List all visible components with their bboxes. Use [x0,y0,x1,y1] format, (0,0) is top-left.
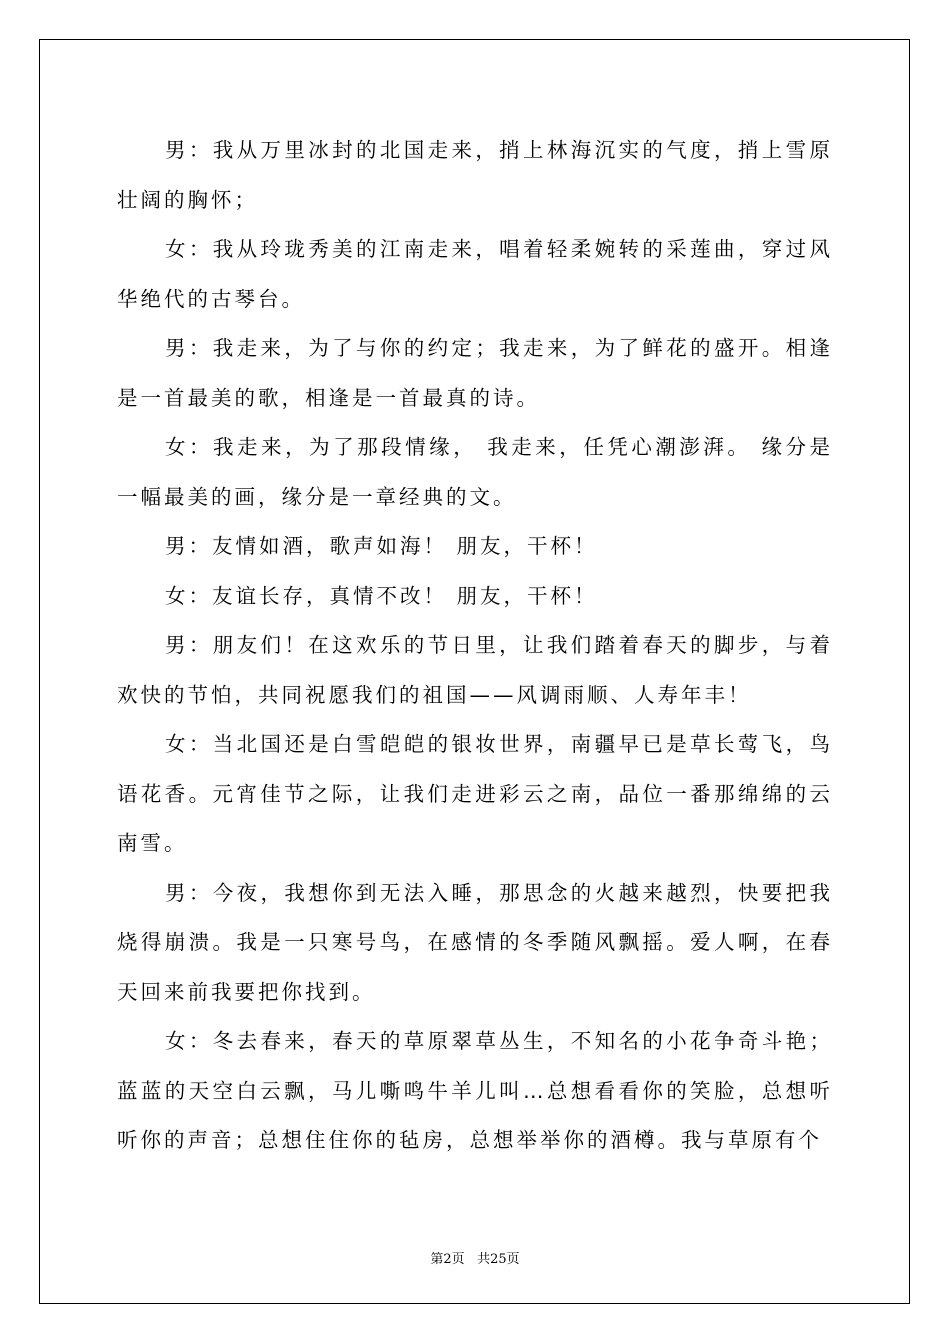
paragraph: 男：我从万里冰封的北国走来，捎上林海沉实的气度，捎上雪原壮阔的胸怀； [117,138,833,212]
paragraph: 男：今夜，我想你到无法入睡，那思念的火越来越烈，快要把我烧得崩溃。我是一只寒号鸟，在感情的冬季随风飘摇。爱人啊，在春天回来前我要把你找到。 [117,880,833,1004]
paragraph: 女：我从玲珑秀美的江南走来，唱着轻柔婉转的采莲曲，穿过风华绝代的古琴台。 [117,237,833,311]
page-footer [0,1248,950,1267]
paragraph: 男：我走来，为了与你的约定；我走来，为了鲜花的盛开。相逢是一首最美的歌，相逢是一首最真的诗。 [117,336,833,410]
paragraph: 女：我走来，为了那段情缘， 我走来，任凭心潮澎湃。 缘分是一幅最美的画，缘分是一章经典的文。 [117,435,833,509]
page-number-total: 共25页 [477,1252,520,1267]
document-body [117,126,833,1166]
paragraph: 男：朋友们！在这欢乐的节日里，让我们踏着春天的脚步，与着欢快的节怕，共同祝愿我们的祖国——风调雨顺、人寿年丰！ [117,633,833,707]
paragraph: 男：友情如酒，歌声如海！ 朋友，干杯！ [165,534,598,558]
paragraph: 女：当北国还是白雪皑皑的银妆世界，南疆早已是草长莺飞，鸟语花香。元宵佳节之际，让我们走进彩云之南，品位一番那绵绵的云南雪。 [117,732,833,855]
page-number-current: 第2页 [430,1252,465,1267]
paragraph: 女：友谊长存，真情不改！ 朋友，干杯！ [165,583,598,608]
paragraph: 女：冬去春来，春天的草原翠草丛生，不知名的小花争奇斗艳；蓝蓝的天空白云飘，马儿嘶鸣牛羊儿叫…总想看看你的笑脸，总想听听你的声音；总想住住你的毡房，总想举举你的酒樽。我与草原有个 [117,1029,833,1152]
